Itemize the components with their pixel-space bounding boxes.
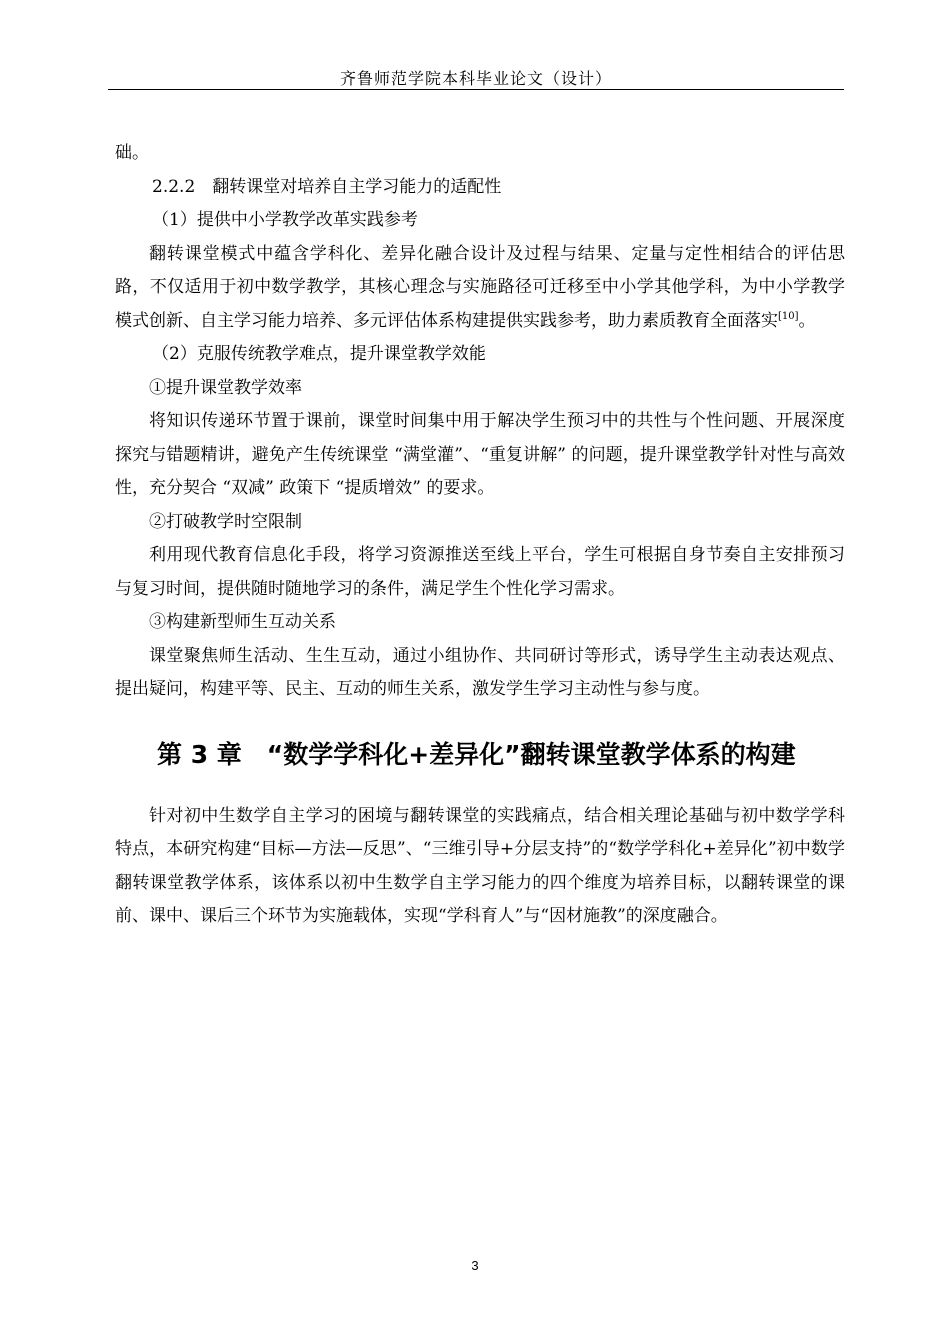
item2-heading: （2）克服传统教学难点，提升课堂教学效能 — [152, 344, 486, 364]
page-body — [115, 137, 845, 934]
chapter-title: 第 3 章 “数学学科化+差异化”翻转课堂教学体系的构建 — [157, 739, 796, 769]
chapter-intro-paragraph: 针对初中生数学自主学习的困境与翻转课堂的实践痛点，结合相关理论基础与初中数学学科特点，本研究构建“目标—方法—反思”、“三维引导+分层支持”的“数学学科化+差异化”初中数学翻转课堂教学体系，该体系以初中生数学自主学习能力的四个维度为培养目标，以翻转课堂的课前、课中、课后三个环节为实施载体，实现“学科育人”与“因材施教”的深度融合。 — [115, 805, 845, 926]
point2-heading: ②打破教学时空限制 — [149, 511, 302, 532]
continuation-text: 础。 — [115, 143, 149, 163]
item1-end: 。 — [798, 310, 816, 331]
running-header: 齐鲁师范学院本科毕业论文（设计） — [339, 69, 612, 88]
point1-heading: ①提升课堂教学效率 — [149, 377, 302, 398]
point1-paragraph: 将知识传递环节置于课前，课堂时间集中用于解决学生预习中的共性与个性问题、开展深度探究与错题精讲，避免产生传统课堂 “满堂灌”、“重复讲解” 的问题，提升课堂教学针对性与高效性，充分契合 “双减” 政策下 “提质增效” 的要求。 — [115, 411, 845, 498]
point3-heading: ③构建新型师生互动关系 — [149, 612, 336, 632]
point2-paragraph: 利用现代教育信息化手段，将学习资源推送至线上平台，学生可根据自身节奏自主安排预习与复习时间，提供随时随地学习的条件，满足学生个性化学习需求。 — [115, 545, 845, 599]
item1-text: 翻转课堂模式中蕴含学科化、差异化融合设计及过程与结果、定量与定性相结合的评估思路，不仅适用于初中数学教学，其核心理念与实施路径可迁移至中小学其他学科，为中小学教学模式创新、自主学习能力培养、多元评估体系构建提供实践参考，助力素质教育全面落实 — [115, 243, 845, 331]
header-rule — [108, 89, 844, 90]
section-heading: 2.2.2 翻转课堂对培养自主学习能力的适配性 — [152, 176, 502, 197]
point3-paragraph: 课堂聚焦师生活动、生生互动，通过小组协作、共同研讨等形式，诱导学生主动表达观点、提出疑问，构建平等、民主、互动的师生关系，激发学生学习主动性与参与度。 — [115, 645, 845, 699]
page-number: 3 — [471, 1258, 479, 1273]
citation-marker[interactable]: [10] — [778, 310, 799, 322]
item1-heading: （1）提供中小学教学改革实践参考 — [152, 210, 418, 230]
item1-paragraph — [115, 238, 845, 339]
